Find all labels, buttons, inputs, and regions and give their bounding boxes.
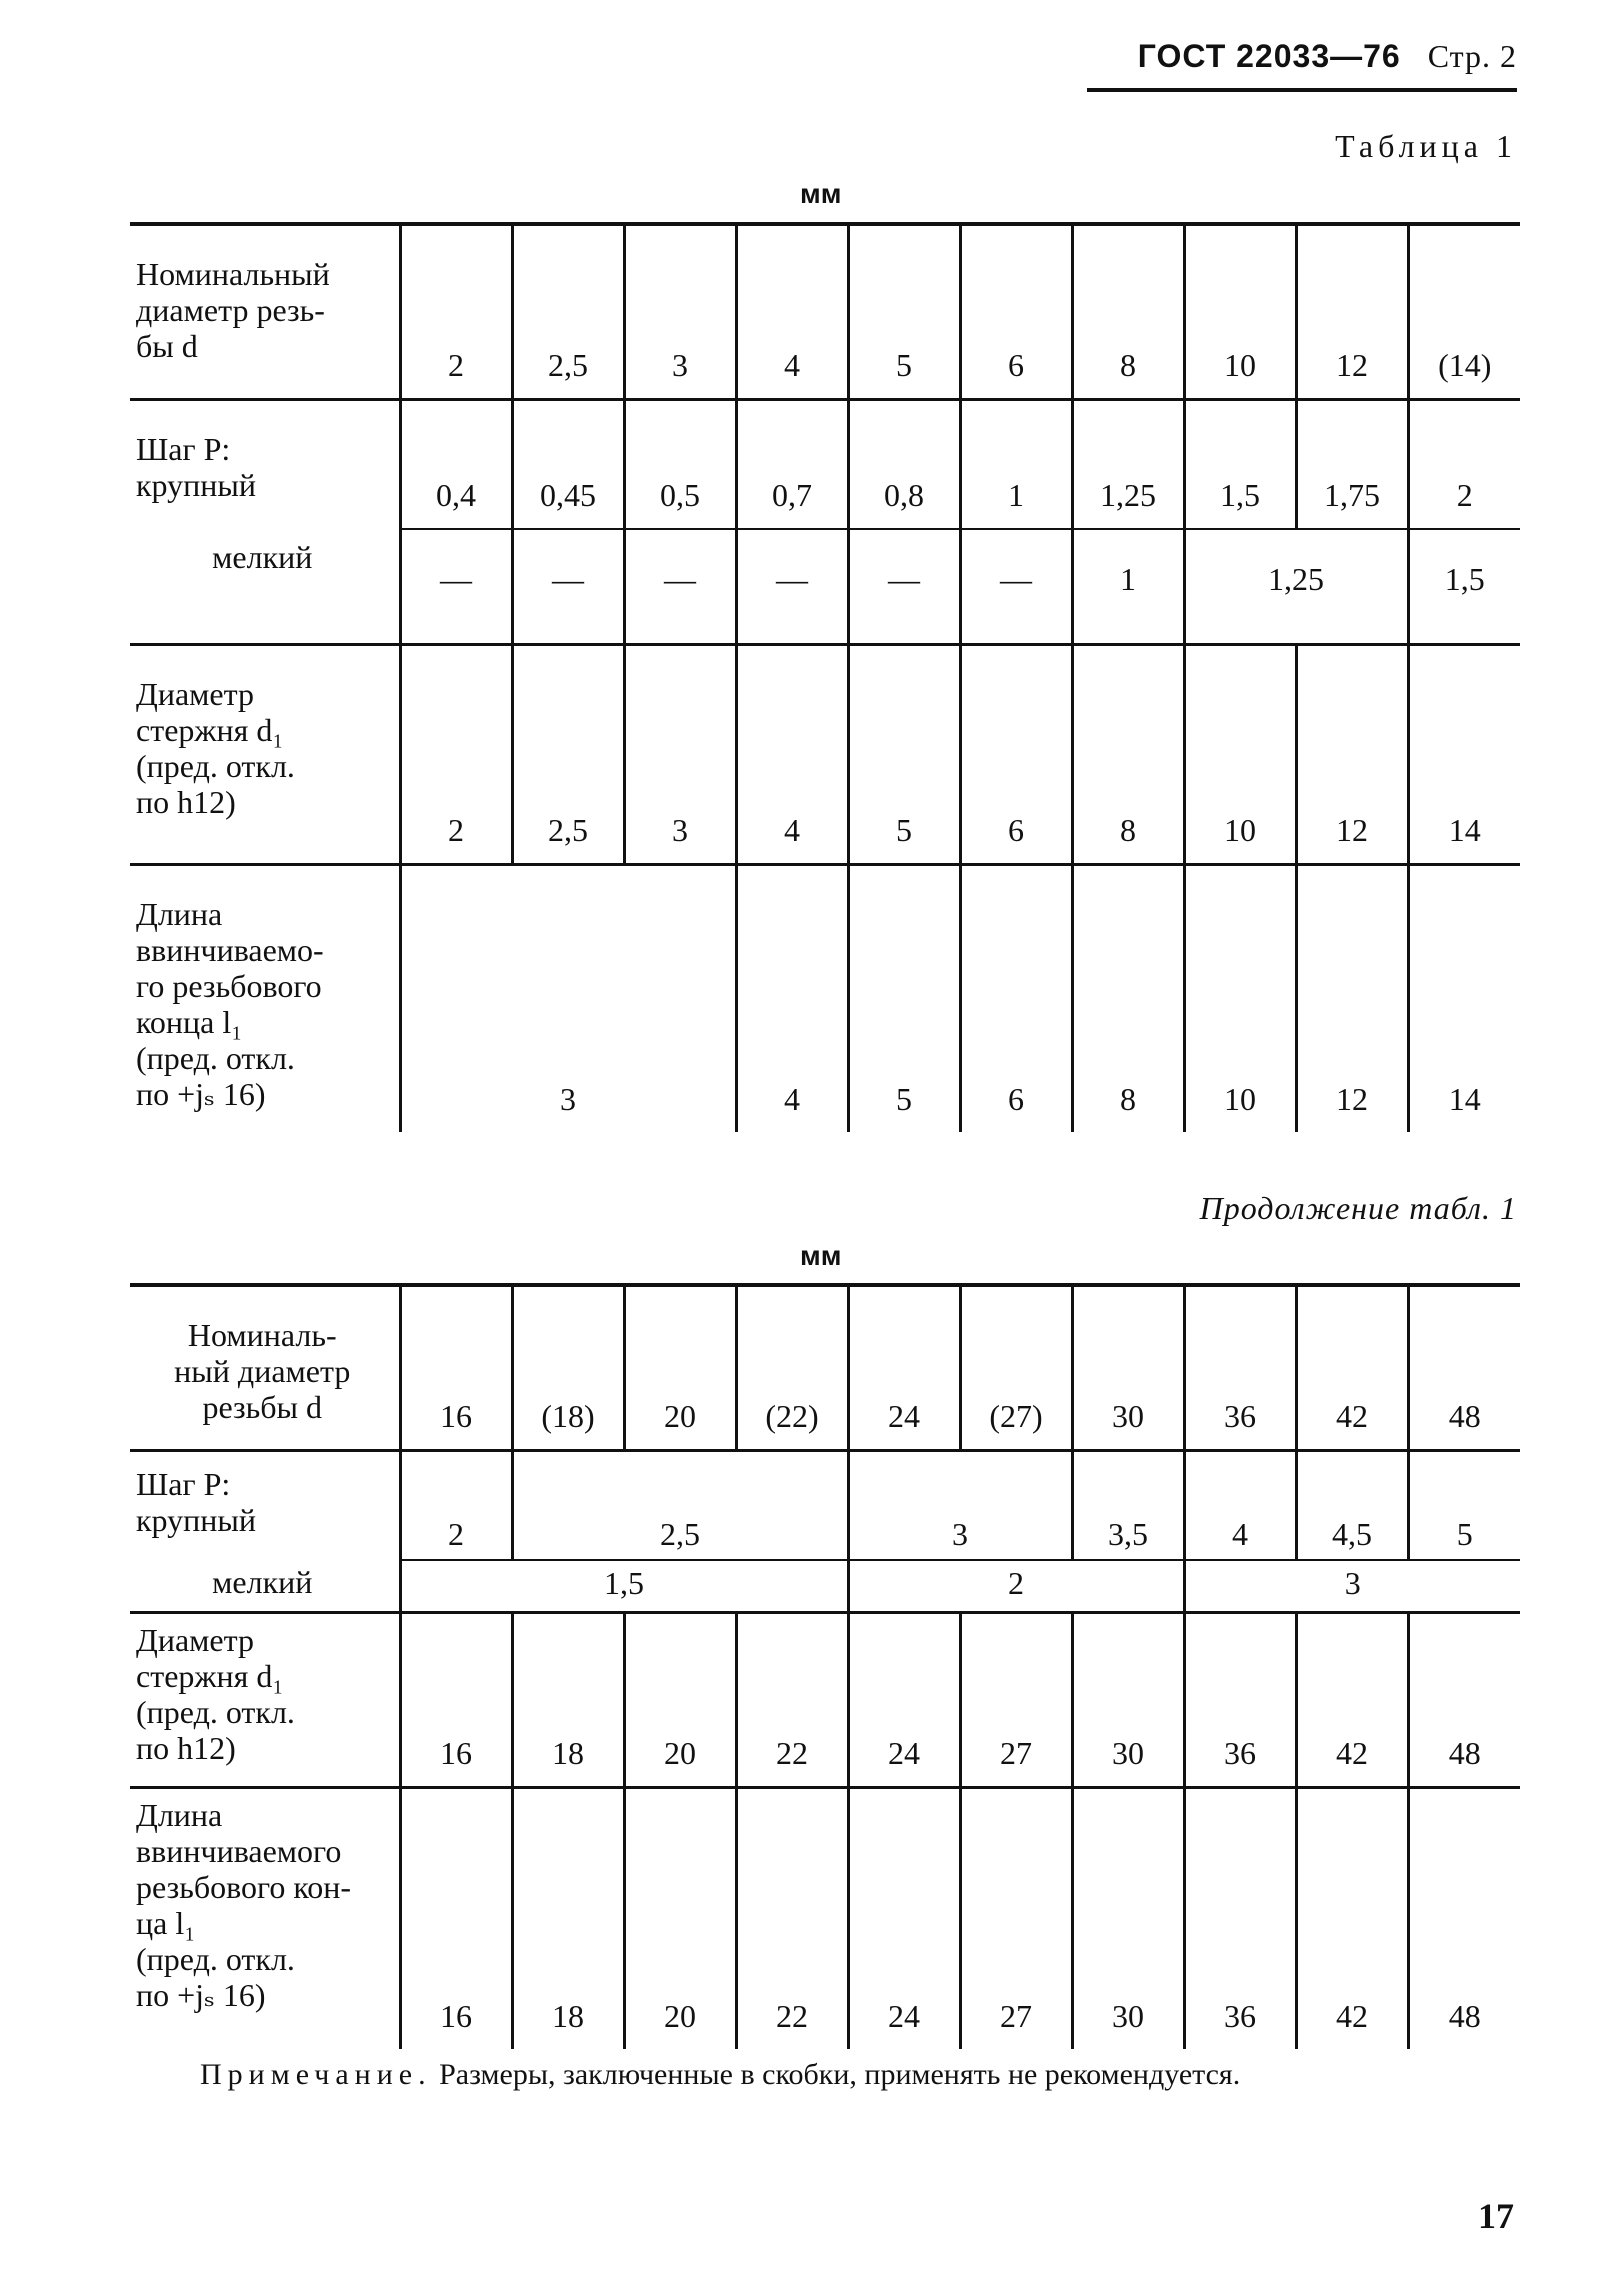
table1-label: Таблица 1 [1335, 128, 1517, 164]
cell: 27 [960, 1787, 1072, 2049]
cell: 2 [400, 644, 512, 864]
cell: 24 [848, 1285, 960, 1450]
cell: 2,5 [512, 1450, 848, 1560]
cell: 18 [512, 1612, 624, 1787]
page-number: 17 [1478, 2196, 1514, 2236]
cell: 6 [960, 864, 1072, 1132]
cell: 22 [736, 1612, 848, 1787]
cell: 0,8 [848, 399, 960, 529]
cell: 4 [736, 224, 848, 399]
cell: 3,5 [1072, 1450, 1184, 1560]
cell: 2 [400, 1450, 512, 1560]
cell: 5 [1408, 1450, 1520, 1560]
cell: 5 [848, 644, 960, 864]
table2-row-length [130, 1787, 1520, 2049]
cell: (22) [736, 1285, 848, 1450]
cell: 2 [400, 224, 512, 399]
cell: — [512, 529, 624, 644]
table2-row-nominal [130, 1285, 1520, 1450]
table1-units: мм [800, 178, 842, 209]
cell: 4,5 [1296, 1450, 1408, 1560]
cell: 4 [736, 644, 848, 864]
cell: 0,7 [736, 399, 848, 529]
cell: 5 [848, 224, 960, 399]
cell: 2 [1408, 399, 1520, 529]
cell: 27 [960, 1612, 1072, 1787]
cell: (18) [512, 1285, 624, 1450]
table1-row-nominal [130, 224, 1520, 399]
cell: 22 [736, 1787, 848, 2049]
cell: 1,5 [1184, 399, 1296, 529]
cell: 3 [848, 1450, 1072, 1560]
cell: 4 [736, 864, 848, 1132]
cell: 12 [1296, 644, 1408, 864]
cell: 3 [624, 224, 736, 399]
row-label: Номинальный диаметр резь- бы d [130, 224, 400, 399]
cell: 30 [1072, 1285, 1184, 1450]
cell: 3 [400, 864, 736, 1132]
table2-row-shank [130, 1612, 1520, 1787]
standard-number: ГОСТ 22033—76 [1137, 38, 1401, 74]
cell: 10 [1184, 864, 1296, 1132]
cell: 8 [1072, 864, 1184, 1132]
table2-row-pitch-fine [130, 1560, 1520, 1612]
cell: 24 [848, 1612, 960, 1787]
cell: 30 [1072, 1612, 1184, 1787]
table2-units: мм [800, 1240, 842, 1271]
cell: 8 [1072, 644, 1184, 864]
cell: 16 [400, 1787, 512, 2049]
table2-row-pitch-coarse [130, 1450, 1520, 1560]
cell: 3 [624, 644, 736, 864]
cell: 1,25 [1072, 399, 1184, 529]
note-title: Примечание. [200, 2058, 432, 2091]
cell: 36 [1184, 1787, 1296, 2049]
cell: 42 [1296, 1612, 1408, 1787]
cell: 12 [1296, 224, 1408, 399]
cell: 0,45 [512, 399, 624, 529]
cell: 3 [1184, 1560, 1520, 1612]
cell: 10 [1184, 644, 1296, 864]
row-label: мелкий [212, 1564, 313, 1600]
row-label: Диаметр стержня d₁ (пред. откл. по h12) [130, 644, 400, 864]
row-label: Номиналь- ный диаметр резьбы d [130, 1285, 400, 1450]
table2 [130, 1283, 1520, 2049]
cell: 20 [624, 1285, 736, 1450]
cell: 5 [848, 864, 960, 1132]
page-header [1067, 38, 1517, 75]
cell: 20 [624, 1612, 736, 1787]
cell: 4 [1184, 1450, 1296, 1560]
note-text: Размеры, заключенные в скобки, применять не рекомендуется. [439, 2058, 1241, 2091]
table1-row-length [130, 864, 1520, 1132]
cell: 36 [1184, 1285, 1296, 1450]
table1-row-shank [130, 644, 1520, 864]
cell: 14 [1408, 644, 1520, 864]
cell: 48 [1408, 1787, 1520, 2049]
cell: 48 [1408, 1612, 1520, 1787]
cell: 42 [1296, 1787, 1408, 2049]
cell: 18 [512, 1787, 624, 2049]
cell: (27) [960, 1285, 1072, 1450]
cell: 6 [960, 644, 1072, 864]
cell: 1,25 [1184, 529, 1408, 644]
cell: 2,5 [512, 224, 624, 399]
cell: 10 [1184, 224, 1296, 399]
page-reference: Стр. 2 [1427, 38, 1517, 74]
cell: 1,75 [1296, 399, 1408, 529]
cell: 14 [1408, 864, 1520, 1132]
row-label: мелкий [212, 539, 313, 575]
table1-row-pitch-coarse [130, 399, 1520, 529]
cell: 16 [400, 1285, 512, 1450]
cell: 42 [1296, 1285, 1408, 1450]
cell: 1 [960, 399, 1072, 529]
cell: 0,5 [624, 399, 736, 529]
cell: 2 [848, 1560, 1184, 1612]
cell: 24 [848, 1787, 960, 2049]
table2-label: Продолжение табл. 1 [1199, 1190, 1517, 1226]
cell: 1 [1072, 529, 1184, 644]
table1-row-pitch-fine [130, 529, 1520, 644]
cell: — [736, 529, 848, 644]
cell: — [960, 529, 1072, 644]
cell: 1,5 [1408, 529, 1520, 644]
table-note [130, 2055, 1520, 2095]
cell: 20 [624, 1787, 736, 2049]
cell: — [624, 529, 736, 644]
cell: 36 [1184, 1612, 1296, 1787]
cell: 16 [400, 1612, 512, 1787]
cell: — [400, 529, 512, 644]
cell: 12 [1296, 864, 1408, 1132]
row-label: Шаг P: крупный [130, 399, 400, 529]
cell: 8 [1072, 224, 1184, 399]
cell: 1,5 [400, 1560, 848, 1612]
cell: 0,4 [400, 399, 512, 529]
header-rule [1087, 88, 1517, 92]
table1 [130, 222, 1520, 1132]
cell: 2,5 [512, 644, 624, 864]
cell: 6 [960, 224, 1072, 399]
cell: 30 [1072, 1787, 1184, 2049]
row-label: Длина ввинчиваемого резьбового кон- ца l₁ (пред. откл. по +jₛ 16) [130, 1787, 400, 2049]
cell: — [848, 529, 960, 644]
row-label: Длина ввинчиваемо- го резьбового конца l₁ (пред. откл. по +jₛ 16) [130, 864, 400, 1132]
cell: 48 [1408, 1285, 1520, 1450]
row-label: Шаг P: крупный [130, 1450, 400, 1560]
cell: (14) [1408, 224, 1520, 399]
row-label: Диаметр стержня d₁ (пред. откл. по h12) [130, 1612, 400, 1787]
